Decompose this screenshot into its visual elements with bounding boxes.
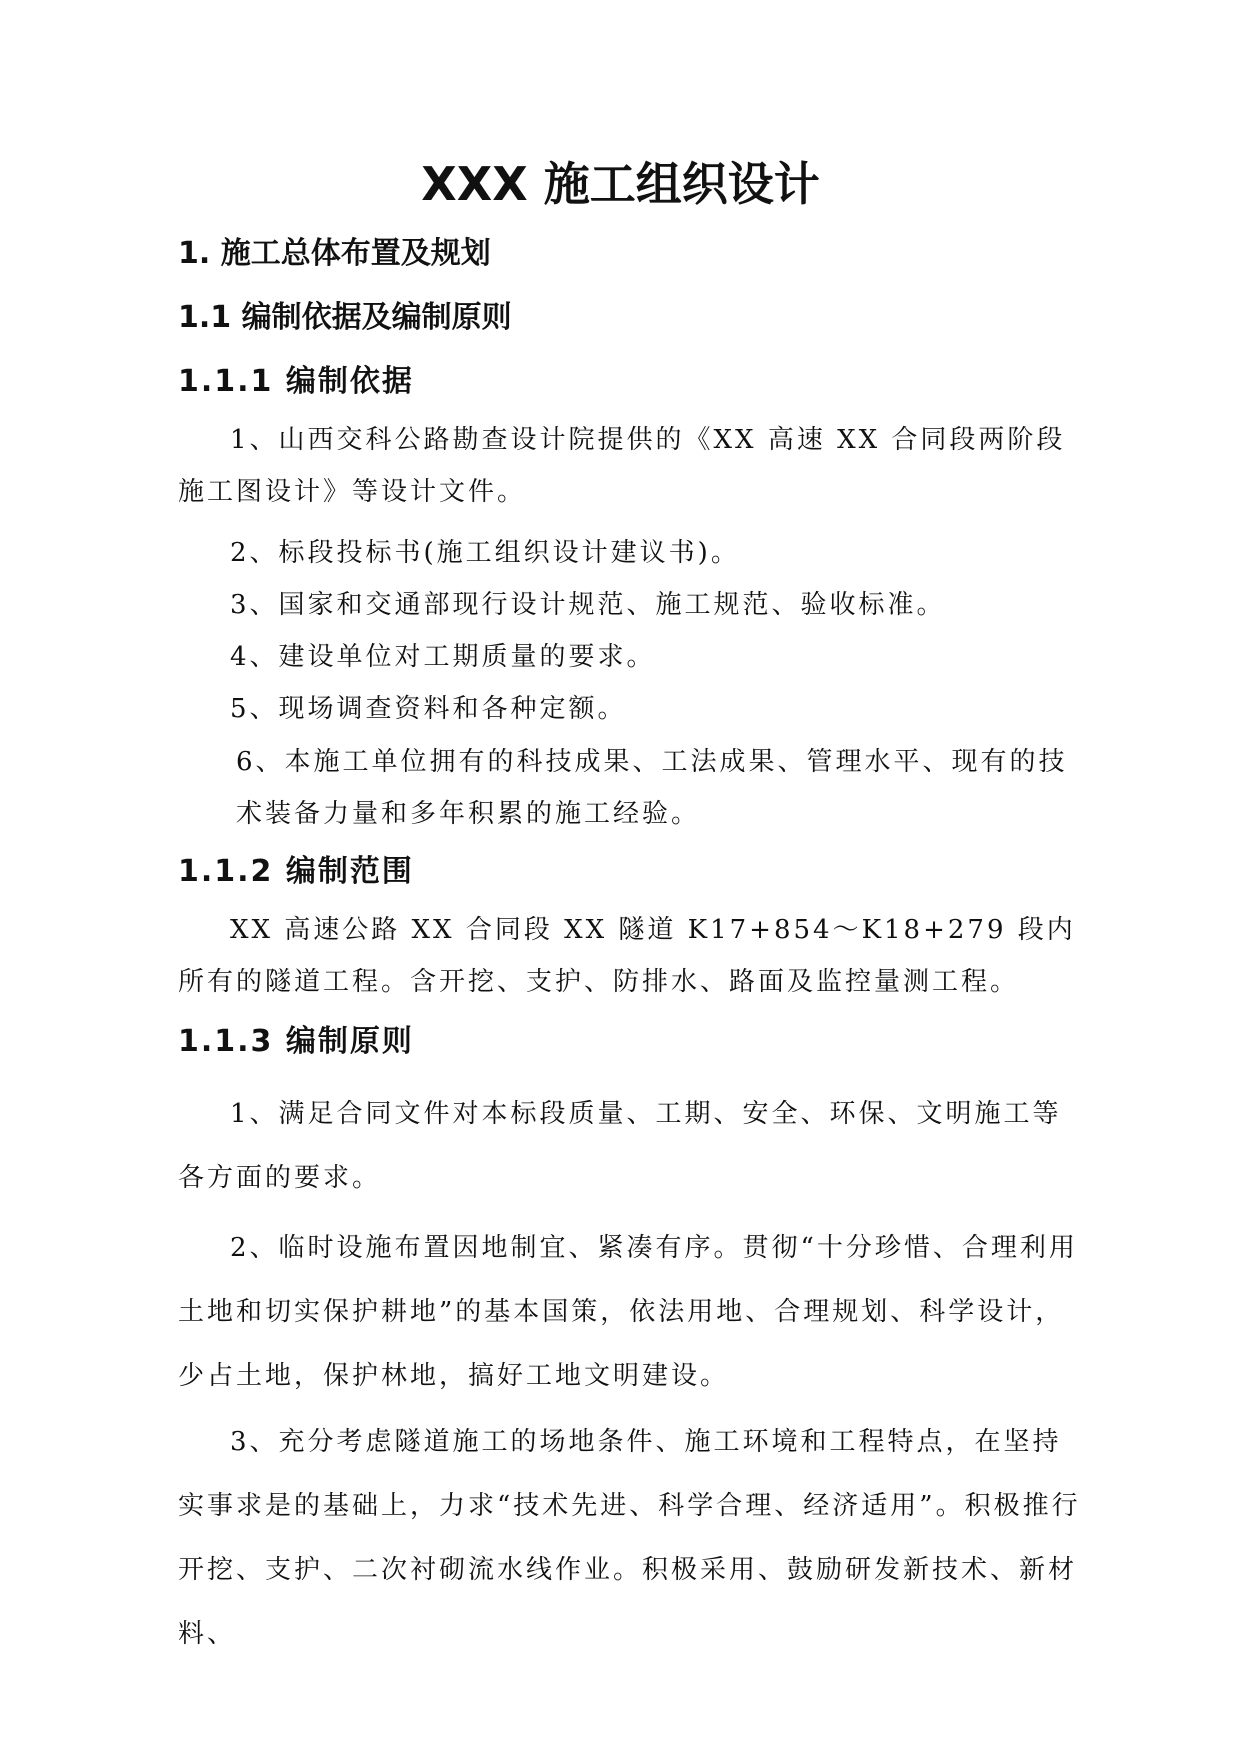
basis-item-1: 1、山西交科公路勘查设计院提供的《XX 高速 XX 合同段两阶段施工图设计》等设计文件。 [178, 425, 1066, 507]
basis-item-4: 4、建设单位对工期质量的要求。 [230, 642, 656, 672]
section-1-1-1-heading: 1.1.1 编制依据 [178, 364, 414, 399]
section-1-1-2-heading: 1.1.2 编制范围 [178, 854, 414, 889]
section-1-1-heading: 1.1 编制依据及编制原则 [178, 300, 512, 335]
section-1-heading: 1. 施工总体布置及规划 [178, 236, 491, 271]
section-1-1-3-heading: 1.1.3 编制原则 [178, 1024, 414, 1059]
basis-item-6: 6、本施工单位拥有的科技成果、工法成果、管理水平、现有的技术装备力量和多年积累的施工经验。 [236, 747, 1068, 829]
basis-item-2: 2、标段投标书(施工组织设计建议书)。 [230, 538, 740, 568]
basis-item-5: 5、现场调查资料和各种定额。 [230, 694, 627, 724]
principle-item-3: 3、充分考虑隧道施工的场地条件、施工环境和工程特点，在坚持实事求是的基础上，力求“技术先进、科学合理、经济适用”。积极推行开挖、支护、二次衬砌流水线作业。积极采用、鼓励研发新技术、新材料、 [178, 1427, 1081, 1649]
basis-item-3: 3、国家和交通部现行设计规范、施工规范、验收标准。 [230, 590, 946, 620]
principle-item-1: 1、满足合同文件对本标段质量、工期、安全、环保、文明施工等各方面的要求。 [178, 1099, 1062, 1193]
document-title: XXX 施工组织设计 [421, 157, 820, 211]
scope-paragraph: XX 高速公路 XX 合同段 XX 隧道 K17+854～K18+279 段内所有的隧道工程。含开挖、支护、防排水、路面及监控量测工程。 [178, 915, 1076, 997]
principle-item-2: 2、临时设施布置因地制宜、紧凑有序。贯彻“十分珍惜、合理利用土地和切实保护耕地”的基本国策，依法用地、合理规划、科学设计，少占土地，保护林地，搞好工地文明建设。 [178, 1233, 1078, 1391]
